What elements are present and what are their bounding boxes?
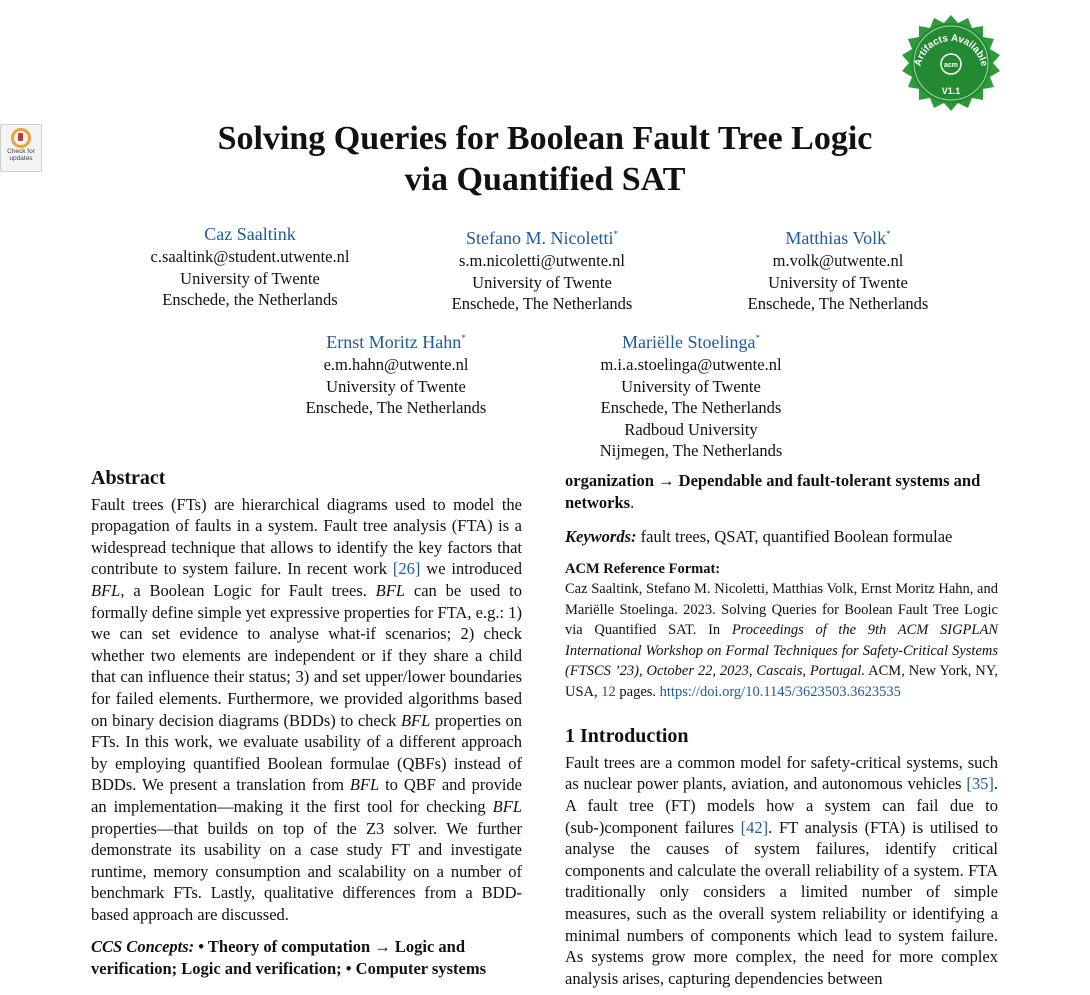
acm-artifacts-badge [898,14,1004,120]
author-name[interactable]: Mariëlle Stoelinga* [622,332,760,352]
check-badge-line2: updates [9,155,33,162]
author-email[interactable]: s.m.nicoletti@utwente.nl [459,251,625,270]
check-badge-line1: Check for [7,148,35,155]
ccs-concepts: CCS Concepts: • Theory of computation → Logic and verification; Logic and verification; • Computer systems [91,937,486,979]
author-mark: * [886,229,891,239]
author-affiliation: University of Twente [472,272,612,292]
author-location: Enschede, The Netherlands [600,398,782,418]
author-location: Enschede, The Netherlands [451,294,633,314]
author-name[interactable]: Stefano M. Nicoletti* [466,228,618,248]
acm-reference-format [565,559,998,703]
author-location: Enschede, the Netherlands [162,290,338,310]
citation-link[interactable]: [42] [740,817,769,837]
author-name[interactable]: Ernst Moritz Hahn* [326,332,466,352]
citation-link[interactable]: [26] [392,559,421,579]
citation-link[interactable]: [35] [966,774,994,794]
author-mark: * [461,333,466,343]
acm-ref-text: Caz Saaltink, Stefano M. Nicoletti, Matthias Volk, Ernst Moritz Hahn, and Mariëlle Stoelinga. 2023. Solving Queries for Boolean Fault Tree Logic via Quantified SAT. In Proceedings of the 9th ACM SIGPLAN International Workshop on Formal Techniques for Safety-Critical Systems (FTSCS ’23), October 22, 2023, Cascais, Portugal. ACM, New York, NY, USA, 12 pages. https://doi.org/10.1145/3623503.3623535 [565,581,999,700]
abstract-text: Fault trees (FTs) are hierarchical diagrams used to model the propagation of faults in a system. Fault tree analysis (FTA) is a widespread technique that allows to identify the key factors that contribute to system failure. In recent work [26] we introduced BFL, a Boolean Logic for Fault trees. BFL can be used to formally define simple yet expressive properties for FTA, e.g.: 1) we can set evidence to analyse what-if scenarios; 2) check whether two elements are independent or if they share a child that can influence their status; 3) and set upper/lower boundaries for failed elements. Furthermore, we provided algorithms based on binary decision diagrams (BDDs) to check BFL properties on FTs. In this work, we evaluate usability of a different approach by employing quantified Boolean formulae (QBFs) instead of BDDs. We present a translation from BFL to QBF and provide an implementation—making it the first tool for checking BFL properties—that builds on top of the Z3 solver. We further demonstrate its usability on a case study FT and investigate runtime, memory consumption and scalability on a number of benchmark FTs. Lastly, qualitative differences from a BDD-based approach are discussed. [91,494,522,924]
badge-version: V1.1 [941,86,961,96]
author-email[interactable]: e.m.hahn@utwente.nl [323,355,469,374]
introduction-heading: 1 Introduction [565,725,689,748]
author-affiliation: University of Twente [180,268,320,288]
author-affiliation-2: Radboud University [624,419,758,439]
author-email[interactable]: m.i.a.stoelinga@utwente.nl [600,355,782,374]
author-email[interactable]: m.volk@utwente.nl [772,251,904,270]
abstract-heading: Abstract [91,467,166,489]
author-mark: * [755,333,760,343]
author-block [392,222,692,315]
author-block [688,222,988,315]
author-mark: * [613,229,618,239]
author-location-2: Nijmegen, The Netherlands [599,441,783,461]
title-line1: Solving Queries for Boolean Fault Tree Logic [217,120,873,157]
pages-link[interactable]: 12 [601,683,616,700]
author-email[interactable]: c.saaltink@student.utwente.nl [150,247,350,266]
acm-logo: acm [943,62,959,69]
author-location: Enschede, The Netherlands [747,294,929,314]
author-affiliation: University of Twente [768,272,908,292]
title-line2: via Quantified SAT [404,161,686,198]
paper-title [0,118,1090,200]
author-name[interactable]: Caz Saaltink [204,224,296,244]
author-block [541,326,841,462]
author-block [246,326,546,419]
doi-link[interactable]: https://doi.org/10.1145/3623503.3623535 [659,683,901,700]
author-affiliation: University of Twente [621,376,761,396]
ccs-continuation: organization → Dependable and fault-tolerant systems and networks. [565,471,981,512]
author-affiliation: University of Twente [326,376,466,396]
badge-arc-text: Artifacts Available [912,32,990,68]
acm-ref-heading: ACM Reference Format: [565,560,721,577]
author-name[interactable]: Matthias Volk* [785,228,891,248]
keywords: Keywords: fault trees, QSAT, quantified Boolean formulae [565,527,953,547]
right-column [565,470,998,989]
introduction-text: Fault trees are a common model for safety-critical systems, such as nuclear power plants, aviation, and autonomous vehicles [35]. A fault tree (FT) models how a system can fail due to (sub-)component failures [42]. FT analysis (FTA) is utilised to analyse the causes of system failures, identify critical components and calculate the overall reliability of a system. FTA traditionally only considers a limited number of simple measures, such as the overall system reliability or identifying a minimal numbers of components which lead to system failure. As systems grow more complex, the need for more complex analysis arises, capturing dependencies between [565,752,998,988]
author-location: Enschede, The Netherlands [305,398,487,418]
left-column [91,468,522,980]
author-block [100,222,400,311]
